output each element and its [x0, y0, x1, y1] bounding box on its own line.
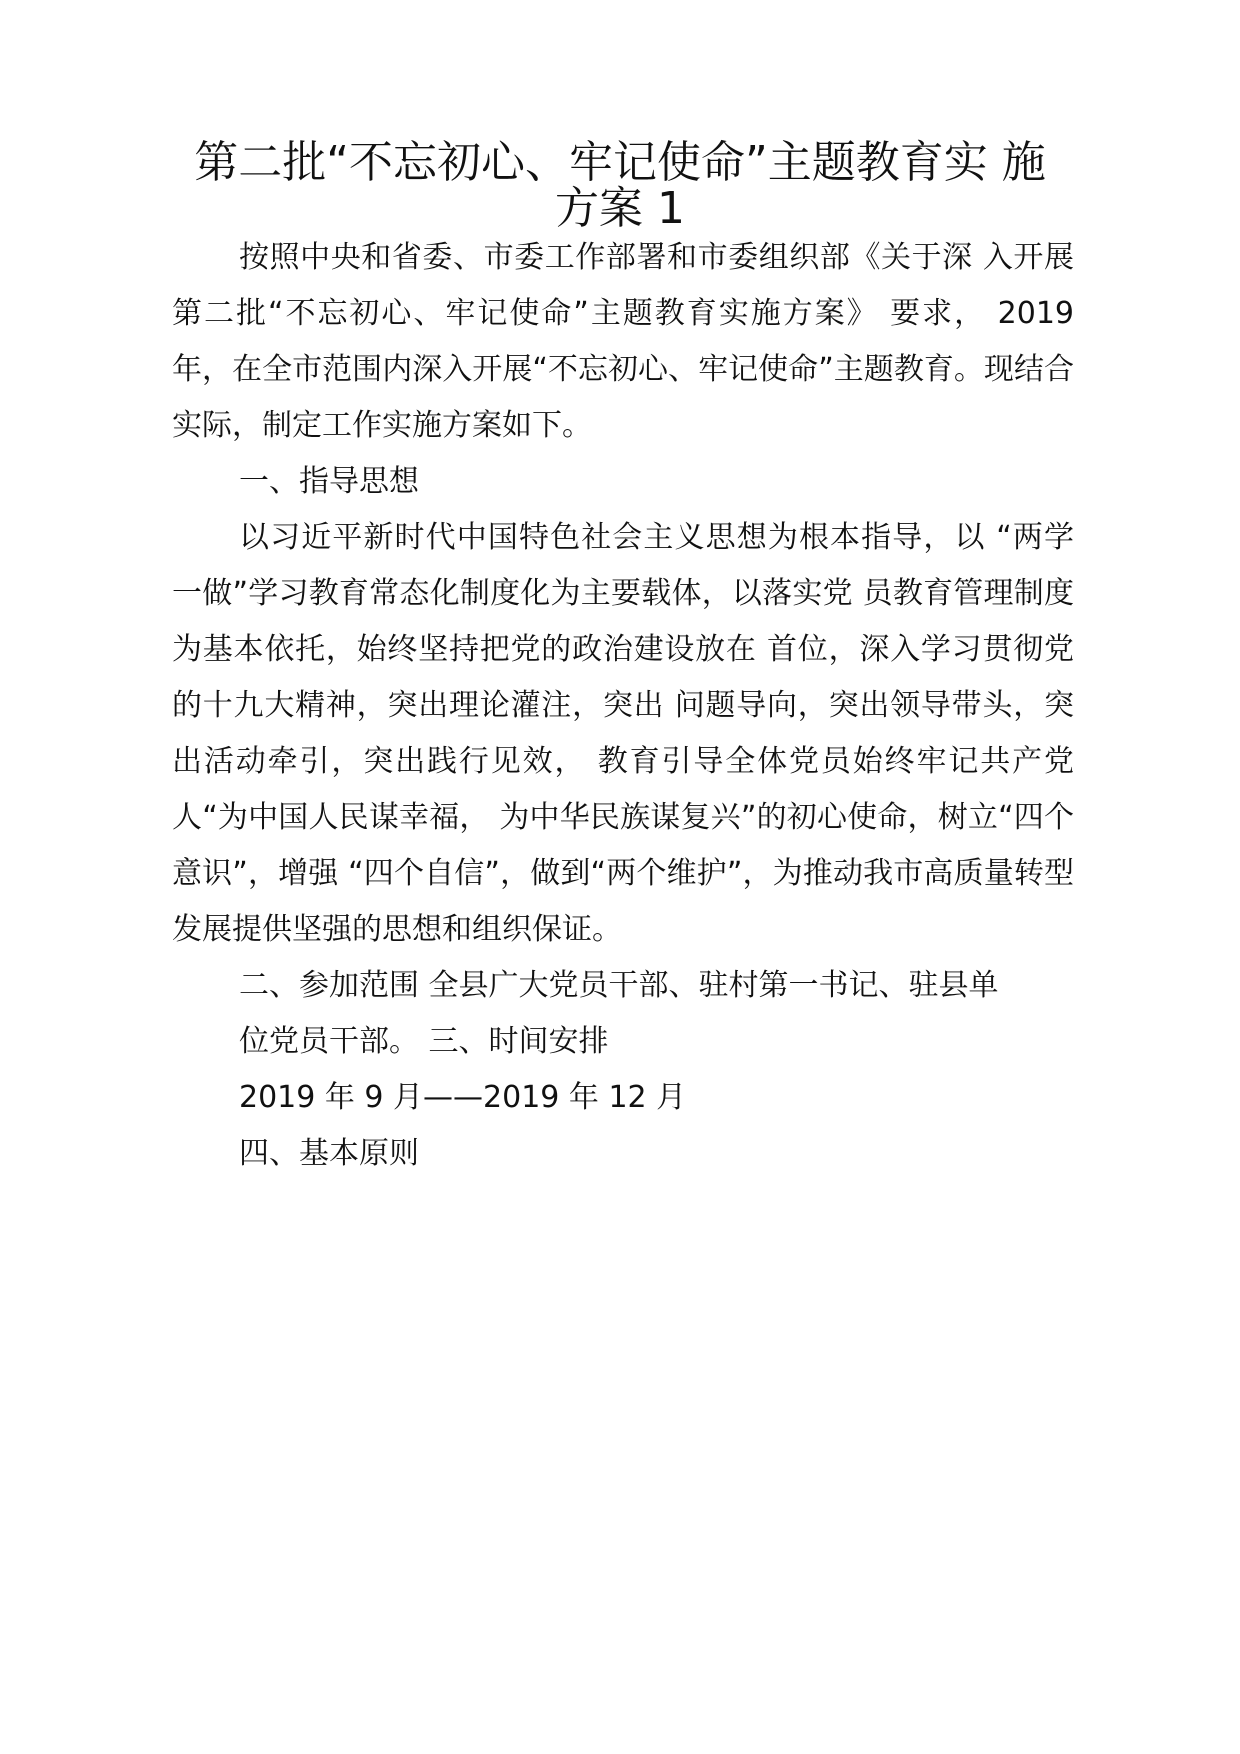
document-body	[172, 230, 1074, 1182]
document-title	[170, 137, 1070, 234]
section-heading-guiding-thought: 一、指导思想	[239, 464, 419, 499]
title-line-2: 方案 1	[555, 183, 685, 234]
participation-scope-line-2: 位党员干部。 三、时间安排	[239, 1024, 609, 1059]
schedule-dates: 2019 年 9 月——2019 年 12 月	[239, 1080, 687, 1115]
title-line-1: 第二批“不忘初心、牢记使命”主题教育实 施	[194, 137, 1046, 188]
guiding-thought-paragraph: 以习近平新时代中国特色社会主义思想为根本指导，以 “两学一做”学习教育常态化制度化为主要载体，以落实党 员教育管理制度为基本依托，始终坚持把党的政治建设放在 首位，深入学习贯彻党的十九大精神，突出理论灌注，突出 问题导向，突出领导带头，突出活动牵引，突出践行见效， 教育引导全体党员始终牢记共产党人“为中国人民谋幸福， 为中华民族谋复兴”的初心使命，树立“四个意识”，增强 “四个自信”，做到“两个维护”，为推动我市高质量转型 发展提供坚强的思想和组织保证。	[172, 520, 1074, 947]
intro-paragraph: 按照中央和省委、市委工作部署和市委组织部《关于深 入开展第二批“不忘初心、牢记使命”主题教育实施方案》 要求， 2019 年，在全市范围内深入开展“不忘初心、牢记使命”主题教育。现结合实际，制定工作实施方案如下。	[172, 240, 1074, 443]
participation-scope-line-1: 二、参加范围 全县广大党员干部、驻村第一书记、驻县单	[239, 968, 999, 1003]
section-heading-basic-principles: 四、基本原则	[239, 1136, 419, 1171]
